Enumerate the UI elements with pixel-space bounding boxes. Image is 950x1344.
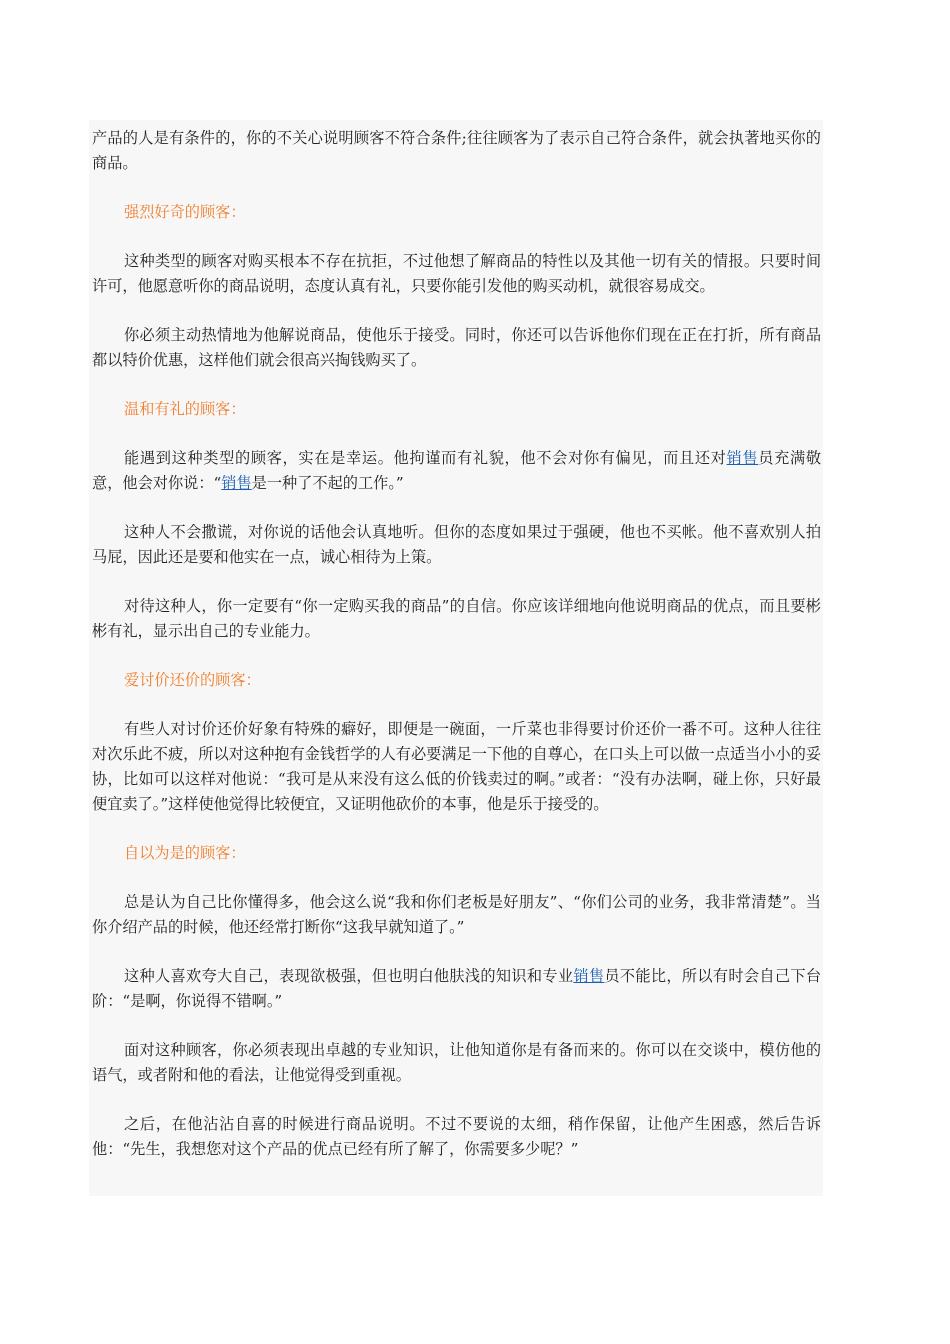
text-span: 员不能比，所以有时会自己下台阶：“是啊，你说得不错啊。” bbox=[92, 967, 822, 1010]
sales-link[interactable]: 销售 bbox=[573, 967, 605, 985]
section-heading-self-righteous-customer: 自以为是的顾客： bbox=[124, 844, 246, 862]
section-heading-bargaining-customer: 爱讨价还价的顾客： bbox=[124, 671, 261, 689]
paragraph: 这种人不会撒谎，对你说的话他会认真地听。但你的态度如果过于强硬，他也不买帐。他不喜欢别人拍马屁，因此还是要和他实在一点，诚心相待为上策。 bbox=[92, 523, 821, 566]
article-text bbox=[89, 120, 823, 1162]
paragraph-cut-off: 之后，在他沾沾自喜的时候进行商品说明。不过不要说的太细，稍作保留，让他产生困惑，然后告诉他：“先生，我想您对这个产品的优点已经有所了解了，你需要多少呢？” bbox=[92, 1115, 821, 1158]
text-span: 这种人喜欢夸大自己，表现欲极强，但也明白他肤浅的知识和专业 bbox=[124, 967, 574, 985]
article-body bbox=[89, 120, 823, 1196]
paragraph: 你必须主动热情地为他解说商品，使他乐于接受。同时，你还可以告诉他你们现在正在打折，所有商品都以特价优惠，这样他们就会很高兴掏钱购买了。 bbox=[92, 326, 821, 369]
paragraph: 总是认为自己比你懂得多，他会这么说“我和你们老板是好朋友”、“你们公司的业务，我非常清楚”。当你介绍产品的时候，他还经常打断你“这我早就知道了。” bbox=[92, 893, 821, 936]
section-heading-curious-customer: 强烈好奇的顾客： bbox=[124, 203, 246, 221]
paragraph-continued: 产品的人是有条件的，你的不关心说明顾客不符合条件;往往顾客为了表示自己符合条件，就会执著地买你的商品。 bbox=[92, 129, 821, 172]
section-heading-polite-customer: 温和有礼的顾客： bbox=[124, 400, 246, 418]
text-span: 员充满敬意，他会对你说：“ bbox=[92, 449, 822, 492]
paragraph-with-links bbox=[92, 446, 821, 496]
paragraph: 对待这种人，你一定要有“你一定购买我的商品”的自信。你应该详细地向他说明商品的优点，而且要彬彬有礼，显示出自己的专业能力。 bbox=[92, 597, 821, 640]
paragraph: 这种类型的顾客对购买根本不存在抗拒，不过他想了解商品的特性以及其他一切有关的情报。只要时间许可，他愿意听你的商品说明，态度认真有礼，只要你能引发他的购买动机，就很容易成交。 bbox=[92, 252, 821, 295]
sales-link[interactable]: 销售 bbox=[221, 474, 252, 492]
paragraph: 面对这种顾客，你必须表现出卓越的专业知识，让他知道你是有备而来的。你可以在交谈中，模仿他的语气，或者附和他的看法，让他觉得受到重视。 bbox=[92, 1041, 821, 1084]
paragraph: 有些人对讨价还价好象有特殊的癖好，即便是一碗面，一斤菜也非得要讨价还价一番不可。这种人往往对次乐此不疲，所以对这种抱有金钱哲学的人有必要满足一下他的自尊心，在口头上可以做一点适当小小的妥协，比如可以这样对他说：“我可是从来没有这么低的价钱卖过的啊。”或者：“没有办法啊，碰上你，只好最便宜卖了。”这样使他觉得比较便宜，又证明他砍价的本事，他是乐于接受的。 bbox=[92, 720, 821, 813]
paragraph-with-link bbox=[92, 964, 821, 1014]
text-span: 能遇到这种类型的顾客，实在是幸运。他拘谨而有礼貌，他不会对你有偏见，而且还对 bbox=[124, 449, 727, 467]
sales-link[interactable]: 销售 bbox=[726, 449, 759, 467]
text-span: 是一种了不起的工作。” bbox=[251, 474, 404, 492]
